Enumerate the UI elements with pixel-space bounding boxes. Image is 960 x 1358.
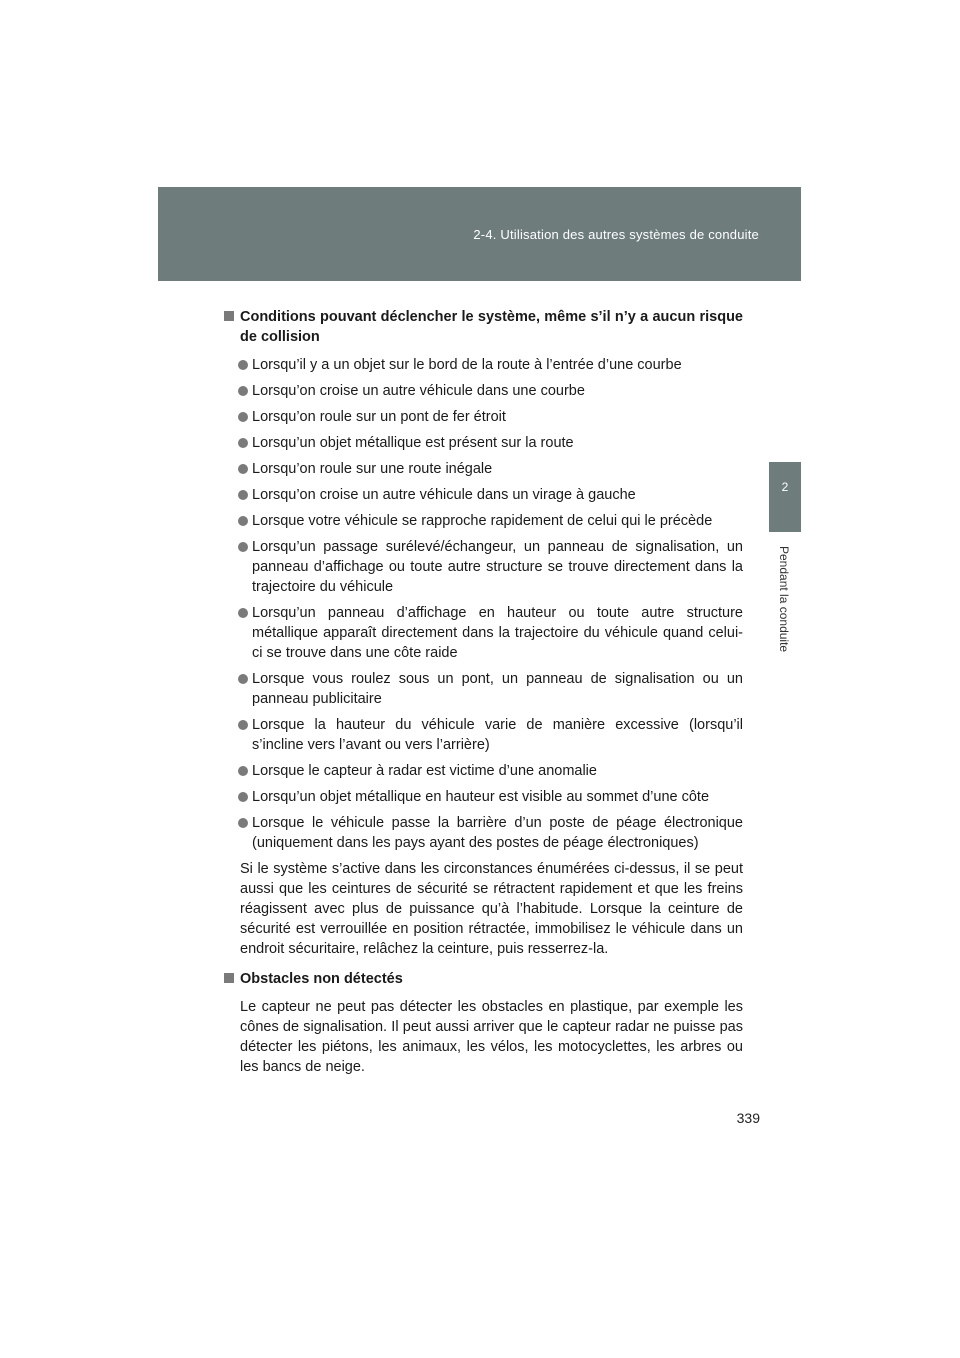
round-bullet-icon [238, 412, 248, 422]
list-item [224, 537, 743, 597]
list-item [224, 459, 743, 479]
header-band [158, 187, 801, 281]
page-number: 339 [736, 1110, 760, 1126]
list-item [224, 355, 743, 375]
list-item-text: Lorsqu’un objet métallique est présent sur la route [252, 435, 574, 451]
list-item [224, 407, 743, 427]
list-item [224, 485, 743, 505]
list-item [224, 511, 743, 531]
round-bullet-icon [238, 818, 248, 828]
list-item [224, 433, 743, 453]
chapter-number: 2 [781, 480, 789, 494]
list-item [224, 381, 743, 401]
round-bullet-icon [238, 464, 248, 474]
round-bullet-icon [238, 792, 248, 802]
list-item-text: Lorsqu’un panneau d’affichage en hauteur ou toute autre structure métallique apparaît directement dans la trajectoire du véhicule quand celui-ci se trouve dans une côte raide [252, 605, 743, 661]
list-item-text: Lorsqu’un objet métallique en hauteur est visible au sommet d’une côte [252, 789, 710, 805]
round-bullet-icon [238, 766, 248, 776]
round-bullet-icon [238, 386, 248, 396]
chapter-label [774, 546, 796, 676]
list-item-text: Lorsque votre véhicule se rapproche rapidement de celui qui le précède [252, 513, 713, 529]
list-item-text: Lorsqu’on croise un autre véhicule dans une courbe [252, 383, 585, 399]
section-heading-obstacles [224, 969, 743, 989]
round-bullet-icon [238, 438, 248, 448]
round-bullet-icon [238, 516, 248, 526]
square-bullet-icon [224, 973, 234, 983]
list-item-text: Lorsqu’un passage surélevé/échangeur, un panneau de signalisation, un panneau d’affichage ou toute autre structure se trouve directement dans la trajectoire du véhicule [252, 539, 743, 595]
chapter-tab [769, 462, 801, 532]
list-item-text: Lorsque le véhicule passe la barrière d’un poste de péage électronique (uniquement dans les pays ayant des postes de péage électroniques) [252, 815, 743, 851]
list-item-text: Lorsqu’on croise un autre véhicule dans un virage à gauche [252, 487, 636, 503]
obstacles-paragraph: Le capteur ne peut pas détecter les obstacles en plastique, par exemple les cônes de signalisation. Il peut aussi arriver que le capteur radar ne puisse pas détecter les piétons, les animaux, les vélos, les motocyclettes, les arbres ou les bancs de neige. [240, 999, 743, 1075]
round-bullet-icon [238, 490, 248, 500]
list-item [224, 715, 743, 755]
list-item-text: Lorsqu’on roule sur une route inégale [252, 461, 493, 477]
conditions-paragraph: Si le système s’active dans les circonstances énumérées ci-dessus, il se peut aussi que les ceintures de sécurité se rétractent rapidement et que les freins réagissent avec plus de puissance qu’à l’habitude. Lorsque la ceinture de sécurité est verrouillée en position rétractée, immobilisez le véhicule dans un endroit sécuritaire, relâchez la ceinture, puis resserrez-la. [240, 861, 743, 957]
list-item-text: Lorsqu’il y a un objet sur le bord de la route à l’entrée d’une courbe [252, 357, 682, 373]
list-item [224, 669, 743, 709]
round-bullet-icon [238, 608, 248, 618]
square-bullet-icon [224, 311, 234, 321]
round-bullet-icon [238, 542, 248, 552]
list-item [224, 603, 743, 663]
round-bullet-icon [238, 674, 248, 684]
list-item-text: Lorsque le capteur à radar est victime d’une anomalie [252, 763, 597, 779]
chapter-label-text: Pendant la conduite [777, 546, 791, 653]
page-content [224, 307, 743, 1083]
round-bullet-icon [238, 720, 248, 730]
list-item [224, 761, 743, 781]
conditions-list [224, 355, 743, 853]
section-heading-conditions [224, 307, 743, 347]
section-title: 2-4. Utilisation des autres systèmes de conduite [473, 227, 759, 242]
round-bullet-icon [238, 360, 248, 370]
list-item [224, 787, 743, 807]
section-heading-text: Obstacles non détectés [240, 971, 403, 987]
list-item [224, 813, 743, 853]
list-item-text: Lorsque la hauteur du véhicule varie de manière excessive (lorsqu’il s’incline vers l’avant ou vers l’arrière) [252, 717, 743, 753]
list-item-text: Lorsqu’on roule sur un pont de fer étroit [252, 409, 506, 425]
list-item-text: Lorsque vous roulez sous un pont, un panneau de signalisation ou un panneau publicitaire [252, 671, 743, 707]
section-heading-text: Conditions pouvant déclencher le système, même s’il n’y a aucun risque de collision [240, 309, 743, 345]
